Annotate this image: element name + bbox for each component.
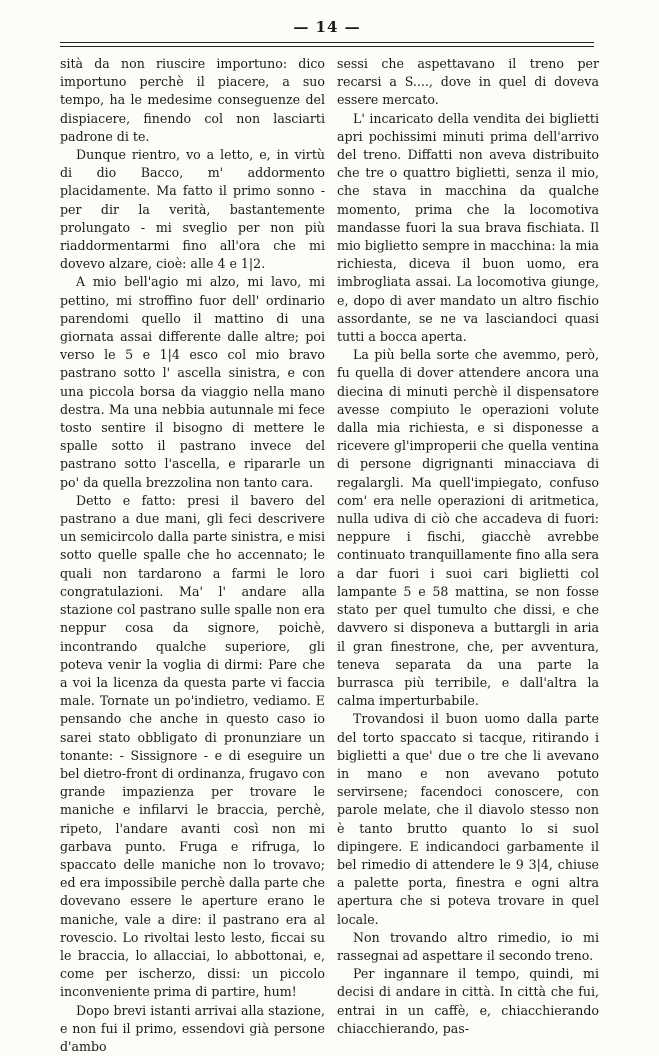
page-number: — 14 — (293, 18, 361, 36)
paragraph: Detto e fatto: presi il bavero del pastrano a due mani, gli feci descrivere un semicircolo dalla parte sinistra, e misi sotto quelle spalle che ho accennato; le quali non tardarono a farmi le loro congratulazioni. Ma' l' andare alla stazione col pastrano sulle spalle non era neppur cosa da signore, poichè, incontrando qualche superiore, gli poteva venir la voglia di dirmi: Pare che a voi la licenza da questa parte vi faccia male. Tornate un po'indietro, vediamo. E pensando che anche in questo caso io sarei stato obbligato di pronunziare un tonante: - Sissignore - e di eseguire un bel dietro-front di ordinanza, frugavo con grande impazienza per trovare le maniche e infilarvi le braccia, perchè, ripeto, l'andare avanti così non mi garbava punto. Fruga e rifruga, lo spaccato delle maniche non lo trovavo; ed era impossibile perchè dalla parte che dovevano essere le aperture erano le maniche, vale a dire: il pastrano era al rovescio. Lo rivoltai lesto lesto, ficcai su le braccia, lo allacciai, lo abbottonai, e, come per ischerzo, dissi: un piccolo inconveniente prima di partire, hum! (60, 492, 325, 1000)
header-rule-thin (60, 46, 594, 47)
paragraph: sessi che aspettavano il treno per recarsi a S...., dove in quel di doveva essere mercato. (337, 56, 599, 108)
paragraph: sità da non riuscire importuno: dico importuno perchè il piacere, a suo tempo, ha le medesime conseguenze del dispiacere, finendo col non lasciarti padrone di te. (60, 56, 325, 144)
right-column (337, 55, 599, 1038)
paragraph: Per ingannare il tempo, quindi, mi decisi di andare in città. In città che fui, entrai in un caffè, e, chiacchierando chiacchierando, pas- (337, 966, 599, 1036)
paragraph: Dunque rientro, vo a letto, e, in virtù di dio Bacco, m' addormento placidamente. Ma fatto il primo sonno - per dir la verità, bastantemente prolungato - mi sveglio per non più riaddormentarmi fino all'ora che mi dovevo alzare, cioè: alle 4 e 1|2. (60, 147, 325, 272)
header-rule (60, 42, 594, 43)
paragraph: Trovandosi il buon uomo dalla parte del torto spaccato si tacque, ritirando i biglietti a que' due o tre che li avevano in mano e non avevano potuto servirsene; facendoci conoscere, con parole melate, che il diavolo stesso non è tanto brutto quanto lo si suol dipingere. E indicandoci garbamente il bel rimedio di attendere le 9 3|4, chiuse a palette porta, finestra e ogni altra apertura che si poteva trovare in quel locale. (337, 711, 599, 927)
left-column (60, 55, 325, 1056)
paragraph: Dopo brevi istanti arrivai alla stazione, e non fui il primo, essendovi già persone d'ambo (60, 1002, 325, 1054)
paragraph: L' incaricato della vendita dei biglietti apri pochissimi minuti prima dell'arrivo del treno. Diffatti non aveva distribuito che tre o quattro biglietti, senza il mio, che stava in macchina da qualche momento, prima che la locomotiva mandasse fuori la sua brava fischiata. Il mio biglietto sempre in macchina: la mia richiesta, diceva il buon uomo, era imbrogliata assai. La locomotiva giunge, e, dopo di aver mandato un altro fischio assordante, se ne va lasciandoci quasi tutti a bocca aperta. (337, 110, 599, 345)
paragraph: Non trovando altro rimedio, io mi rassegnai ad aspettare il secondo treno. (337, 929, 599, 963)
paragraph: A mio bell'agio mi alzo, mi lavo, mi pettino, mi stroffino fuor dell' ordinario parendomi quello il mattino di una giornata assai differente dalle altre; poi verso le 5 e 1|4 esco col mio bravo pastrano sotto l' ascella sinistra, e con una piccola borsa da viaggio nella mano destra. Ma una nebbia autunnale mi fece tosto sentire il bisogno di mettere le spalle sotto il pastrano invece del pastrano sotto l'ascella, e ripararle un po' da quella brezzolina non tanto cara. (60, 274, 325, 490)
paragraph: La più bella sorte che avemmo, però, fu quella di dover attendere ancora una diecina di minuti perchè il dispensatore avesse compiuto le operazioni volute dalla mia richiesta, e si disponesse a ricevere gl'improperii che quella ventina di persone digrignanti minacciava di regalargli. Ma quell'impiegato, confuso com' era nelle operazioni di aritmetica, nulla udiva di ciò che accadeva di fuori: neppure i fischi, giacchè avrebbe continuato tranquillamente fino alla sera a dar fuori i suoi cari biglietti col lampante 5 e 58 mattina, se non fosse stato per quel tumulto che dissi, e che davvero si disponeva a buttargli in aria il gran finestrone, che, per avventura, teneva separata da una parte la burrasca più terribile, e dall'altra la calma imperturbabile. (337, 347, 599, 709)
